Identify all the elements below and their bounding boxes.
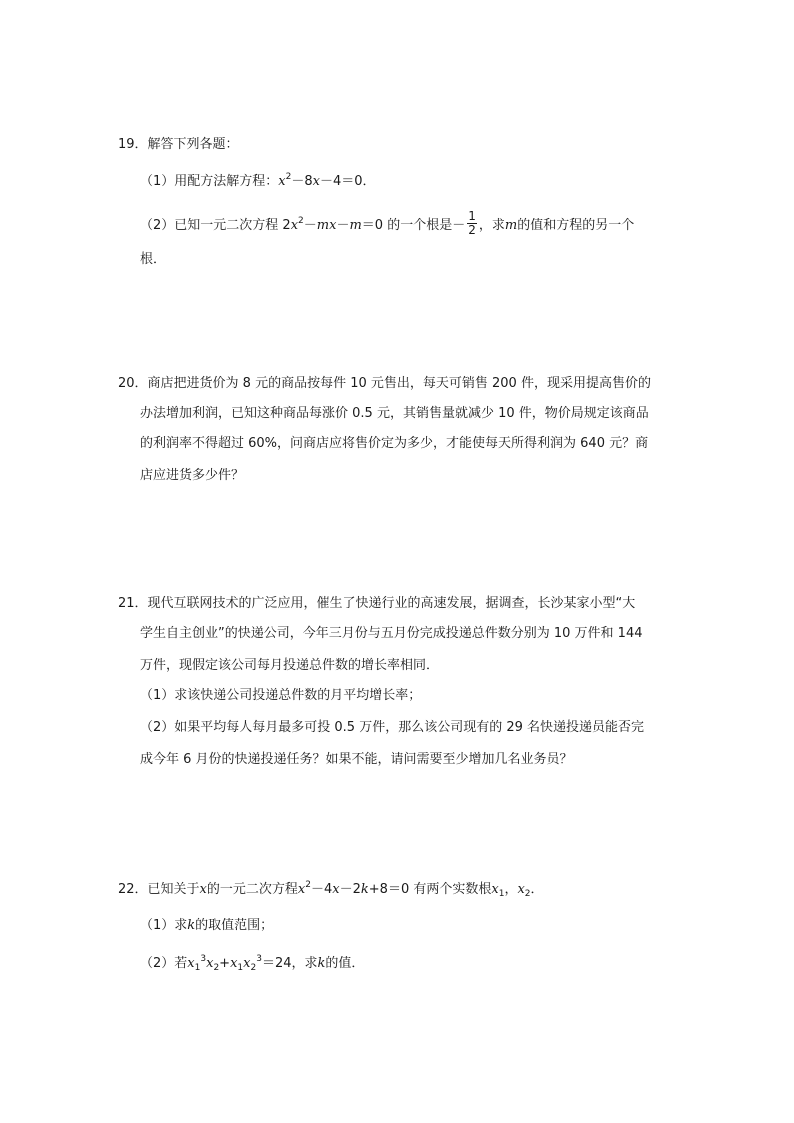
q22-p1-post: 的取值范围； (195, 918, 274, 933)
q22-p2-b: x (206, 956, 214, 971)
q22-p2-plus: + (219, 956, 231, 971)
q19-header: 19．解答下列各题： (118, 137, 239, 152)
q22-exp: 2 (305, 880, 311, 890)
q22-x: x (199, 882, 207, 897)
q22-p1-pre: （1）求 (140, 918, 188, 933)
q22-p2-c-sub: 1 (237, 963, 244, 973)
q22-m3: +8＝0 有两个实数根 (368, 882, 492, 897)
q22-k: k (360, 882, 369, 897)
q19-eq-rest1: －8 (291, 174, 313, 189)
q22-p2-b-sub: 2 (213, 963, 220, 973)
q19-exp: 2 (285, 172, 292, 182)
q22-end: ． (530, 882, 544, 897)
q22-p2-a: x (187, 956, 195, 971)
q22-line1 (118, 880, 544, 900)
q19-var-x: x (278, 174, 286, 189)
q21-part1: （1）求该快递公司投递总件数的月平均增长率； (140, 688, 422, 703)
q22-p2-a-sup: 3 (200, 954, 207, 964)
q19-p2-post1: ，求 (478, 218, 505, 233)
q22-p2-eq: ＝24，求 (261, 956, 318, 971)
q21-part2: （2）如果平均每人每月最多可投 0.5 万件，那么该公司现有的 29 名快递投递员能否完 (140, 720, 645, 735)
q21-line2: 学生自主创业”的快递公司，今年三月份与五月份完成投递总件数分别为 10 万件和 144 (140, 626, 643, 641)
q22-root2-sub: 2 (524, 889, 531, 899)
q22-p1-k: k (187, 918, 196, 933)
q20-line3: 的利润率不得超过 60%，问商店应将售价定为多少，才能使每天所得利润为 640 元？商 (140, 436, 649, 451)
q22-root1: x (491, 882, 499, 897)
q19-var-x2: x (312, 174, 320, 189)
q22-comma: ， (504, 882, 518, 897)
q20-line2: 办法增加利润，已知这种商品每涨价 0.5 元，其销售量就减少 10 件，物价局规定该商品 (140, 406, 649, 421)
q19-p2-minus2: － (336, 218, 350, 233)
q21-part2-cont: 成今年 6 月份的快递投递任务？如果不能，请问需要至少增加几名业务员？ (140, 752, 573, 767)
q22-p2-a-sub: 1 (194, 963, 201, 973)
q19-p2-m3: m (504, 218, 518, 233)
q19-p2-m2: m (349, 218, 362, 233)
q22-p2-c: x (230, 956, 238, 971)
q19-part2 (140, 209, 635, 239)
q20-line4: 店应进货多少件？ (140, 468, 245, 483)
q21-line1: 21．现代互联网技术的广泛应用，催生了快递行业的高速发展，据调查，长沙某家小型“大 (118, 596, 636, 611)
q19-p2-exp: 2 (298, 216, 304, 226)
q22-root2: x (517, 882, 525, 897)
q22-part1 (140, 916, 273, 936)
fraction-denominator: 2 (468, 223, 476, 237)
q22-p2-d: x (243, 956, 251, 971)
q22-m1: －4 (310, 882, 333, 897)
q22-m2: －2 (339, 882, 361, 897)
q19-p2-post2: 的值和方程的另一个 (517, 218, 635, 233)
q22-mid: 的一元二次方程 (206, 882, 298, 897)
q19-part1 (140, 172, 376, 192)
fraction-one-half (467, 210, 477, 237)
q19-p2-x: x (290, 218, 299, 233)
q19-part2-cont: 根． (140, 252, 167, 267)
q22-p2-post: 的值． (325, 956, 365, 971)
q19-p2-x2: x (329, 218, 337, 233)
q22-p2-d-sub: 2 (250, 963, 257, 973)
q22-pre: 22．已知关于 (118, 882, 200, 897)
q19-eq-rest2: －4＝0． (319, 174, 376, 189)
q21-line3: 万件，现假定该公司每月投递总件数的增长率相同． (140, 658, 440, 673)
fraction-numerator: 1 (468, 209, 476, 223)
q22-x2: x (297, 882, 306, 897)
q20-line1: 20．商店把进货价为 8 元的商品按每件 10 元售出，每天可销售 200 件，现采用提高售价的 (118, 376, 651, 391)
q22-x3: x (332, 882, 340, 897)
q22-part2 (140, 954, 364, 974)
q22-root1-sub: 1 (498, 889, 505, 899)
q19-part1-label: （1）用配方法解方程： (140, 174, 279, 189)
q19-p2-minus1: － (303, 218, 317, 233)
q22-p2-d-sup: 3 (256, 954, 262, 964)
q22-p2-pre: （2）若 (140, 956, 188, 971)
q19-p2-eq: ＝0 的一个根是－ (361, 218, 466, 233)
q19-p2-pre: （2）已知一元二次方程 2 (140, 218, 291, 233)
q22-p2-k: k (317, 956, 326, 971)
q19-p2-m1: m (316, 218, 330, 233)
